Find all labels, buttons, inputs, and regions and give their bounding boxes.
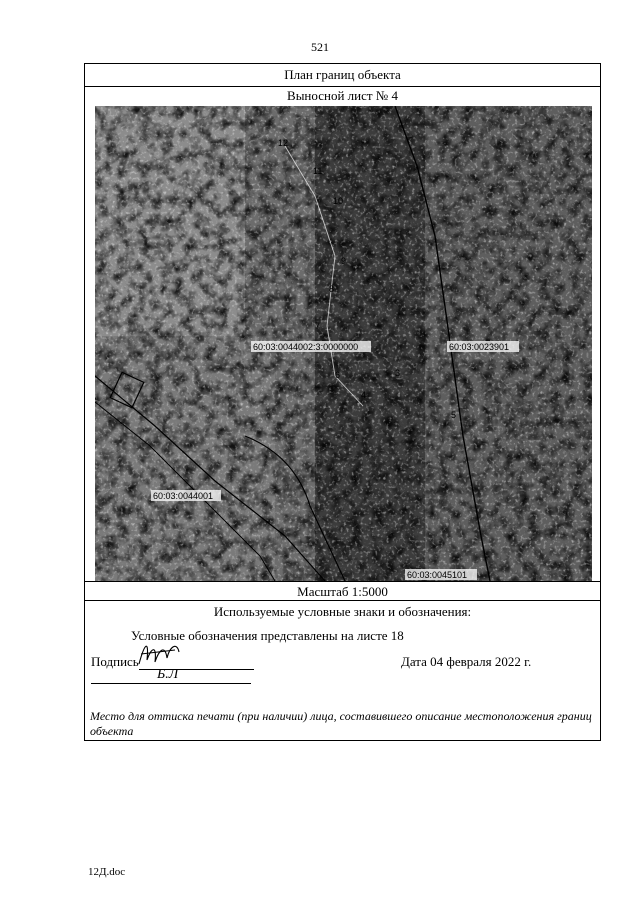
footer-filename: 12Д.doc xyxy=(88,866,126,878)
point-10: 10 xyxy=(333,196,344,206)
point-4: 4 xyxy=(361,390,367,400)
plan-title: План границ объекта xyxy=(85,64,600,87)
parcel-label-2: 60:03:0023901 xyxy=(449,342,510,352)
point-12: 12 xyxy=(278,138,289,148)
legend-title: Используемые условные знаки и обозначения: xyxy=(213,604,472,619)
aerial-map xyxy=(95,106,592,581)
map-scale: Масштаб 1:5000 xyxy=(85,581,600,601)
point-9: 9 xyxy=(341,256,347,266)
sheet-label: Выносной лист № 4 xyxy=(287,88,398,103)
parcel-label-1: 60:03:0044002:3:0000000 xyxy=(253,342,359,352)
point-3: 3 xyxy=(395,368,401,378)
signature-initials: Б.Л xyxy=(157,667,179,682)
point-6: 6 xyxy=(335,370,341,380)
point-7: 7 xyxy=(315,321,321,331)
point-8: 8 xyxy=(329,284,335,294)
legend-note: Условные обозначения представлены на листе 18 xyxy=(131,628,404,643)
stamp-placeholder: Место для оттиска печати (при наличии) лица, составившего описание местоположения границ объекта xyxy=(90,709,592,738)
initials-line xyxy=(91,683,251,684)
parcel-label-4: 60:03:0045101 xyxy=(407,570,468,580)
document-date: Дата 04 февраля 2022 г. xyxy=(401,654,532,669)
signature-label: Подпись xyxy=(91,654,139,669)
point-11: 11 xyxy=(313,166,323,176)
signature-scribble xyxy=(137,638,181,670)
parcel-label-3: 60:03:0044001 xyxy=(153,491,214,501)
point-5: 5 xyxy=(451,410,457,420)
page-number: 521 xyxy=(311,40,329,54)
plan-frame xyxy=(84,63,601,741)
